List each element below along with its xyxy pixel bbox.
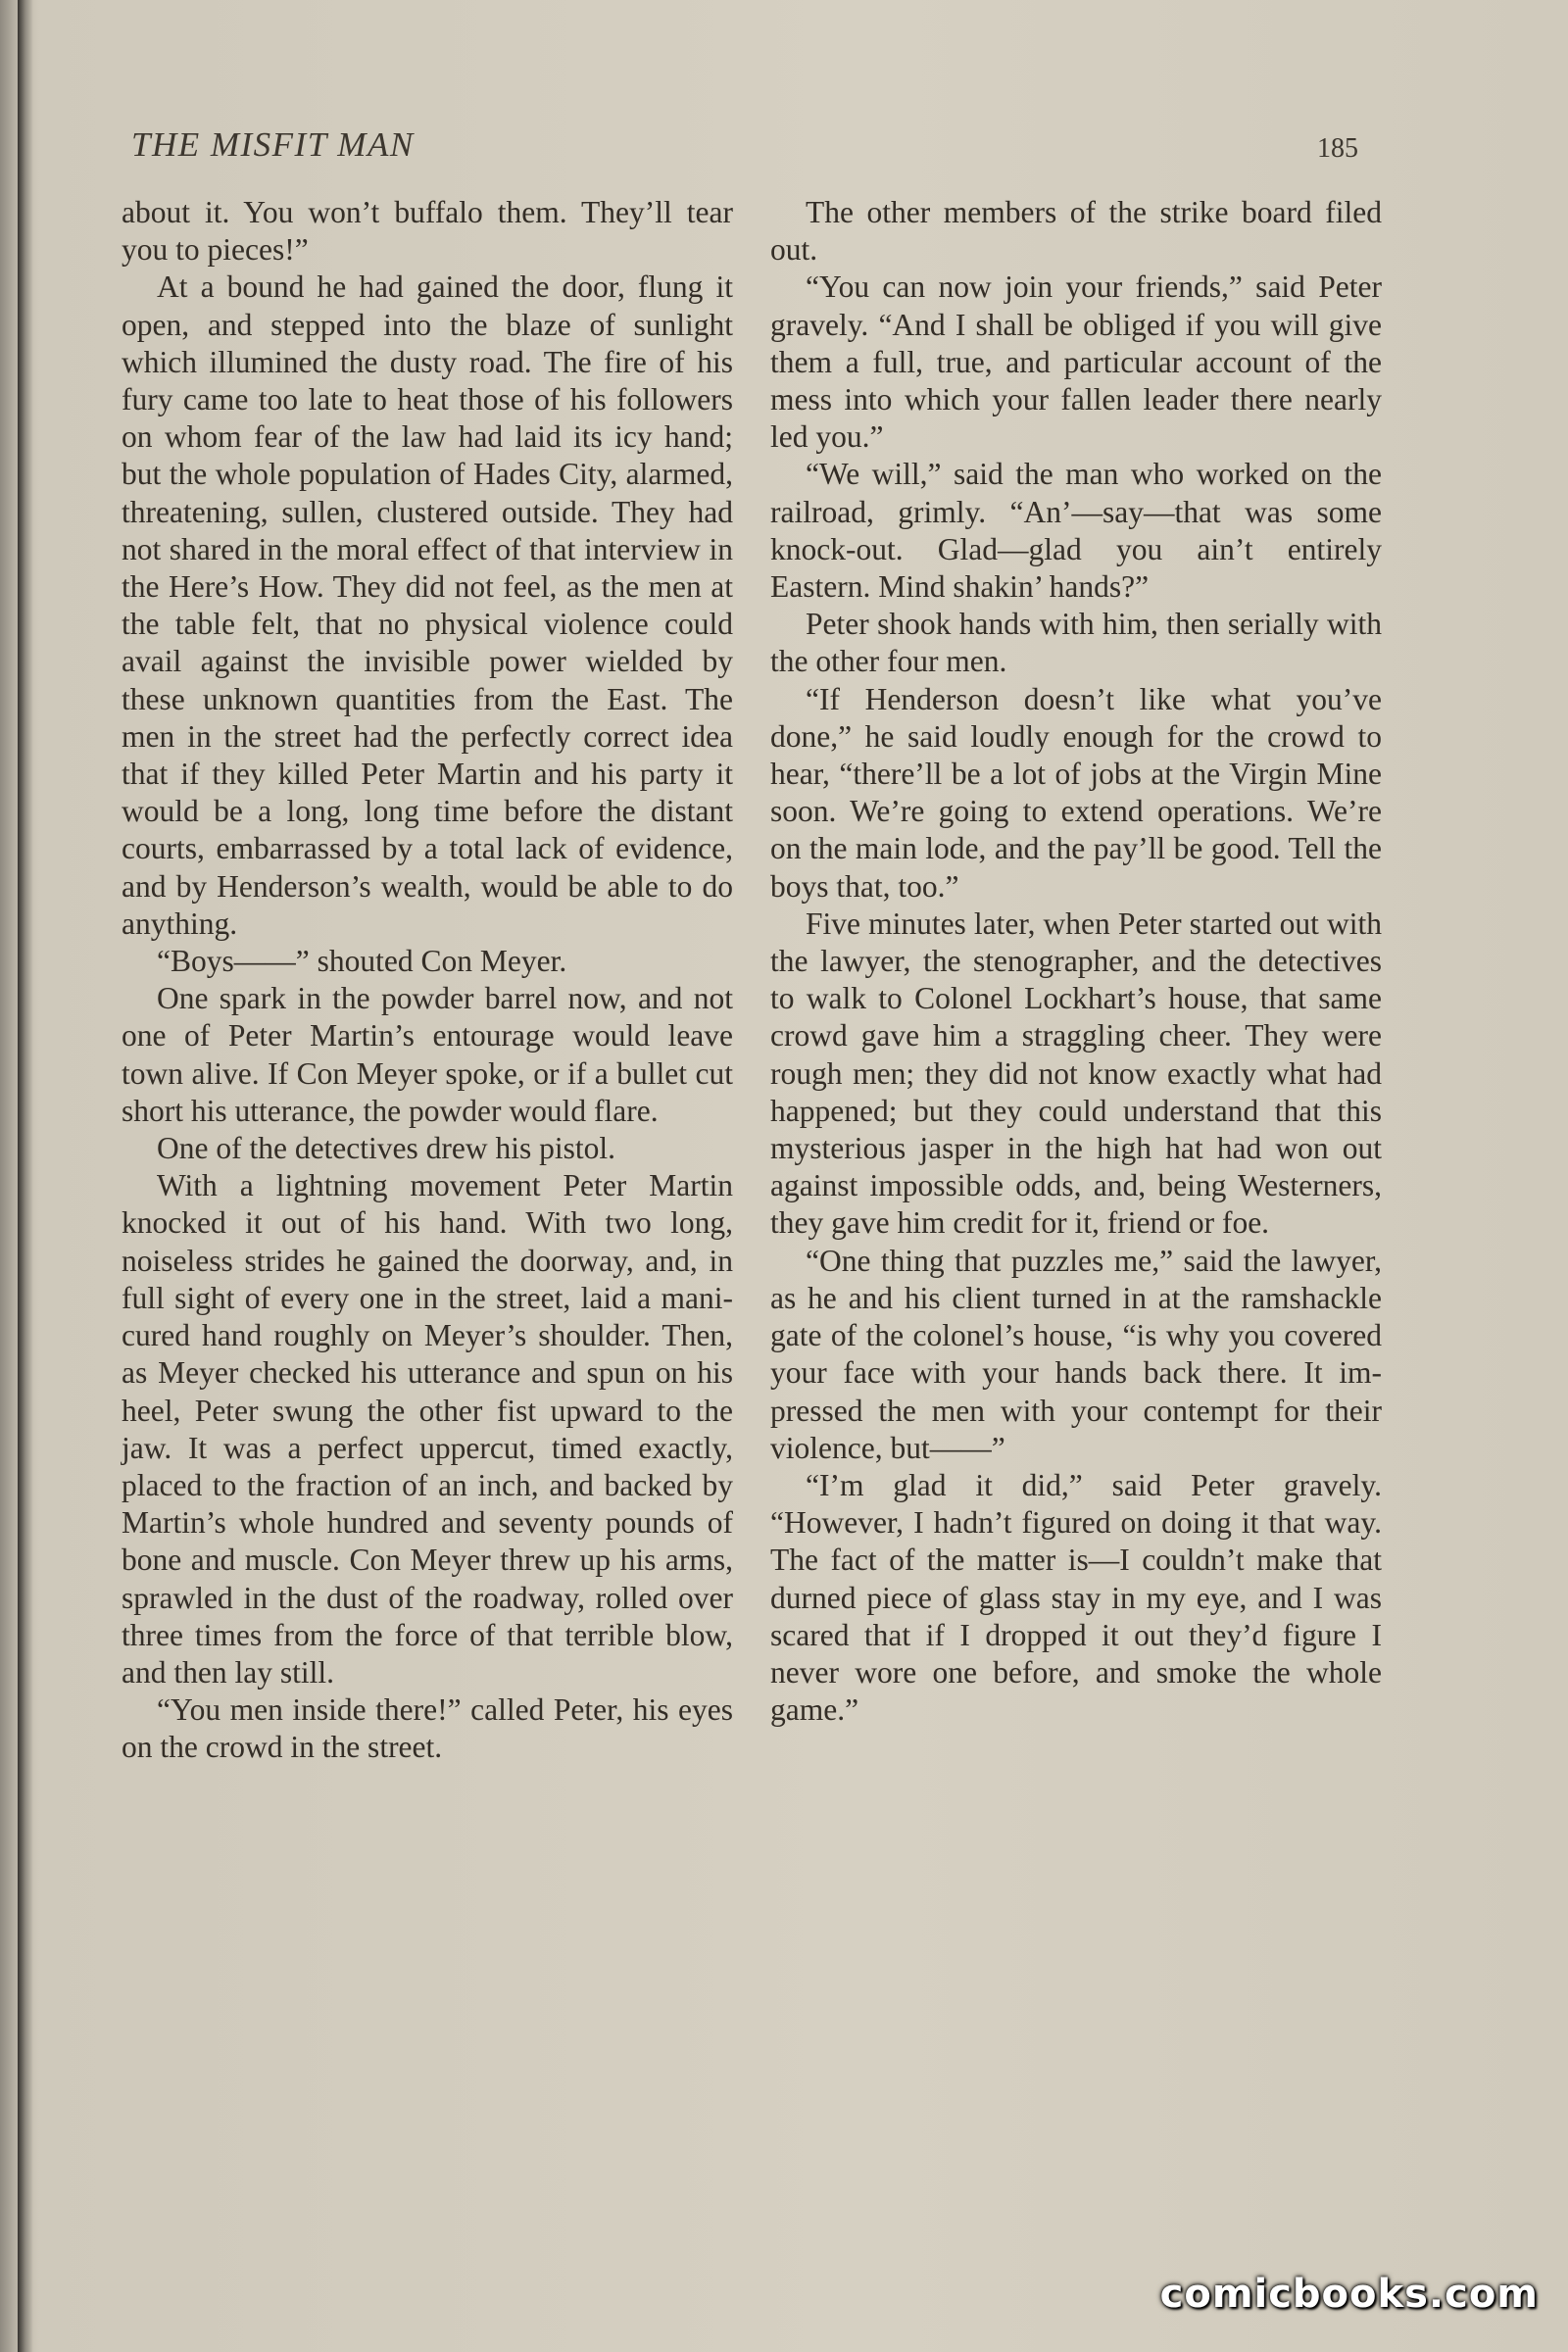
paragraph: One spark in the powder barrel now, and not one of Peter Martin’s entourage would leave town alive. If Con Meyer spoke, or if a bullet cut short his utterance, the powder would flare.: [122, 981, 733, 1128]
paragraph: about it. You won’t buffalo them. They’ll tear you to pieces!”: [122, 195, 733, 268]
paragraph: At a bound he had gained the door, flung it open, and stepped into the blaze of sunlight which illumined the dusty road. The fire of his fury came too late to heat those of his followers on whom fear of the law had laid its icy hand; but the whole population of Hades City, alarmed, threatening, sullen, clustered outside. They had not shared in the moral effect of that interview in the Here’s How. They did not feel, as the men at the table felt, that no physical violence could avail against the invisible power wielded by these unknown quantities from the East. The men in the street had the perfectly correct idea that if they killed Peter Martin and his party it would be a long, long time before the distant courts, embarrassed by a total lack of evidence, and by Henderson’s wealth, would be able to do anything.: [122, 270, 733, 941]
paragraph: With a lightning movement Peter Martin knocked it out of his hand. With two long, noiseless strides he gained the doorway, and, in full sight of every one in the street, laid a manicured hand roughly on Meyer’s shoulder. Then, as Meyer checked his utterance and spun on his heel, Peter swung the other fist upward to the jaw. It was a perfect uppercut, timed exactly, placed to the fraction of an inch, and backed by Martin’s whole hundred and seventy pounds of bone and muscle. Con Meyer threw up his arms, sprawled in the dust of the roadway, rolled over three times from the force of that terrible blow, and then lay still.: [122, 1168, 733, 1690]
book-spine-shadow: [18, 0, 33, 2352]
paragraph: One of the detectives drew his pistol.: [157, 1131, 616, 1166]
paragraph: “I’m glad it did,” said Peter gravely. “However, I hadn’t figured on doing it that way. The fact of the matter is—I couldn’t make that durned piece of glass stay in my eye, and I was scared that if I dropped it out they’d figure I never wore one before, and smoke the whole game.”: [770, 1467, 1382, 1728]
left-text-column: [122, 194, 733, 1767]
paragraph: “Boys——” shouted Con Meyer.: [157, 944, 567, 979]
paragraph: “One thing that puzzles me,” said the lawyer, as he and his client turned in at the ramshackle gate of the colonel’s house, “is why you covered your face with your hands back there. It impressed the men with your contempt for their violence, but——”: [770, 1243, 1382, 1465]
paragraph: The other members of the strike board filed out.: [770, 195, 1382, 268]
paragraph: “If Henderson doesn’t like what you’ve done,” he said loudly enough for the crowd to hear, “there’ll be a lot of jobs at the Virgin Mine soon. We’re going to extend operations. We’re on the main lode, and the pay’ll be good. Tell the boys that, too.”: [770, 681, 1382, 904]
watermark: comicbooks.com: [1159, 2272, 1539, 2317]
paragraph: “You men inside there!” called Peter, his eyes on the crowd in the street.: [122, 1692, 733, 1765]
running-title: THE MISFIT MAN: [131, 125, 415, 164]
paragraph: Peter shook hands with him, then serially with the other four men.: [770, 607, 1382, 679]
page-number: 185: [1317, 133, 1358, 164]
page-header: [131, 125, 1358, 171]
paragraph: “You can now join your friends,” said Peter gravely. “And I shall be obliged if you will give them a full, true, and particular account of the mess into which your fallen leader there nearly led you.”: [770, 270, 1382, 455]
right-text-column: [770, 194, 1382, 1729]
paragraph: Five minutes later, when Peter started out with the lawyer, the stenographer, and the detectives to walk to Colonel Lockhart’s house, that same crowd gave him a straggling cheer. They were rough men; they did not know exactly what had happened; but they could understand that this mysterious jasper in the high hat had won out against impossible odds, and, being Westerners, they gave him credit for it, friend or foe.: [770, 906, 1382, 1241]
paragraph: “We will,” said the man who worked on the railroad, grimly. “An’—say—that was some knock-out. Glad—glad you ain’t entirely Eastern. Mind shakin’ hands?”: [770, 457, 1382, 605]
